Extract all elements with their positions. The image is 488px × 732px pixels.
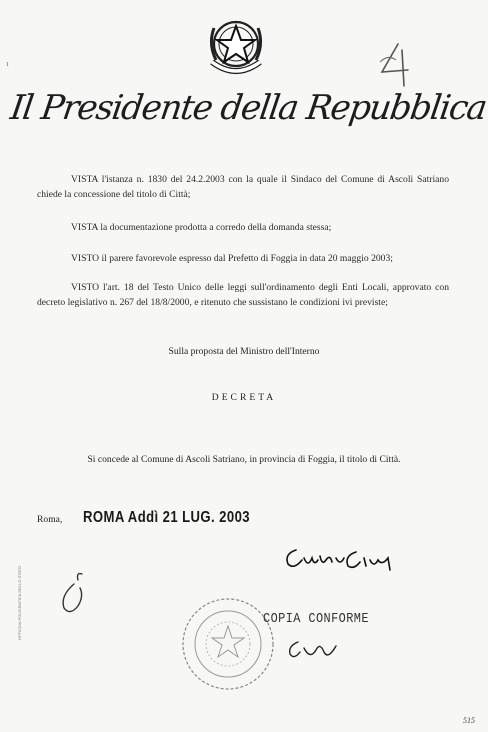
handwritten-scribble: [56, 568, 96, 618]
place-label: Roma,: [37, 514, 63, 525]
handwritten-number-mark: [374, 40, 414, 90]
italian-republic-emblem-icon: [202, 14, 270, 82]
decree-heading: DECRETA: [211, 392, 277, 403]
copia-conforme-stamp: COPIA CONFORME: [263, 611, 369, 627]
page-number: 515: [463, 716, 475, 725]
paragraph-parere: VISTO il parere favorevole espresso dal Prefetto di Foggia in data 20 maggio 2003;: [71, 252, 393, 264]
margin-mark: 1: [6, 62, 9, 68]
paragraph-documentazione: VISTA la documentazione prodotta a corredo della domanda stessa;: [71, 221, 332, 233]
paragraph-testo-unico: VISTO l'art. 18 del Testo Unico delle leggi sull'ordinamento degli Enti Locali, approvato con decreto legislativo n. 267 del 18/8/2000, e ritenuto che sussistano le condizioni ivi previste;: [37, 281, 449, 308]
certifying-signature: [286, 636, 346, 664]
page-title: Il Presidente della Repubblica: [8, 88, 488, 128]
paragraph-istanza: VISTA l'istanza n. 1830 del 24.2.2003 con la quale il Sindaco del Comune di Ascoli Satriano chiede la concessione del titolo di Città;: [37, 173, 449, 200]
grant-statement: Si concede al Comune di Ascoli Satriano, in provincia di Foggia, il titolo di Città.: [87, 454, 401, 465]
official-seal-stamp: [180, 596, 276, 692]
proposal-line: Sulla proposta del Ministro dell'Interno: [168, 346, 320, 357]
printer-margin-text: OFFICINA POLIGRAFICA DELLO STATO: [17, 565, 22, 640]
date-stamp: ROMA Addì 21 LUG. 2003: [83, 509, 250, 526]
president-signature: [282, 540, 402, 574]
